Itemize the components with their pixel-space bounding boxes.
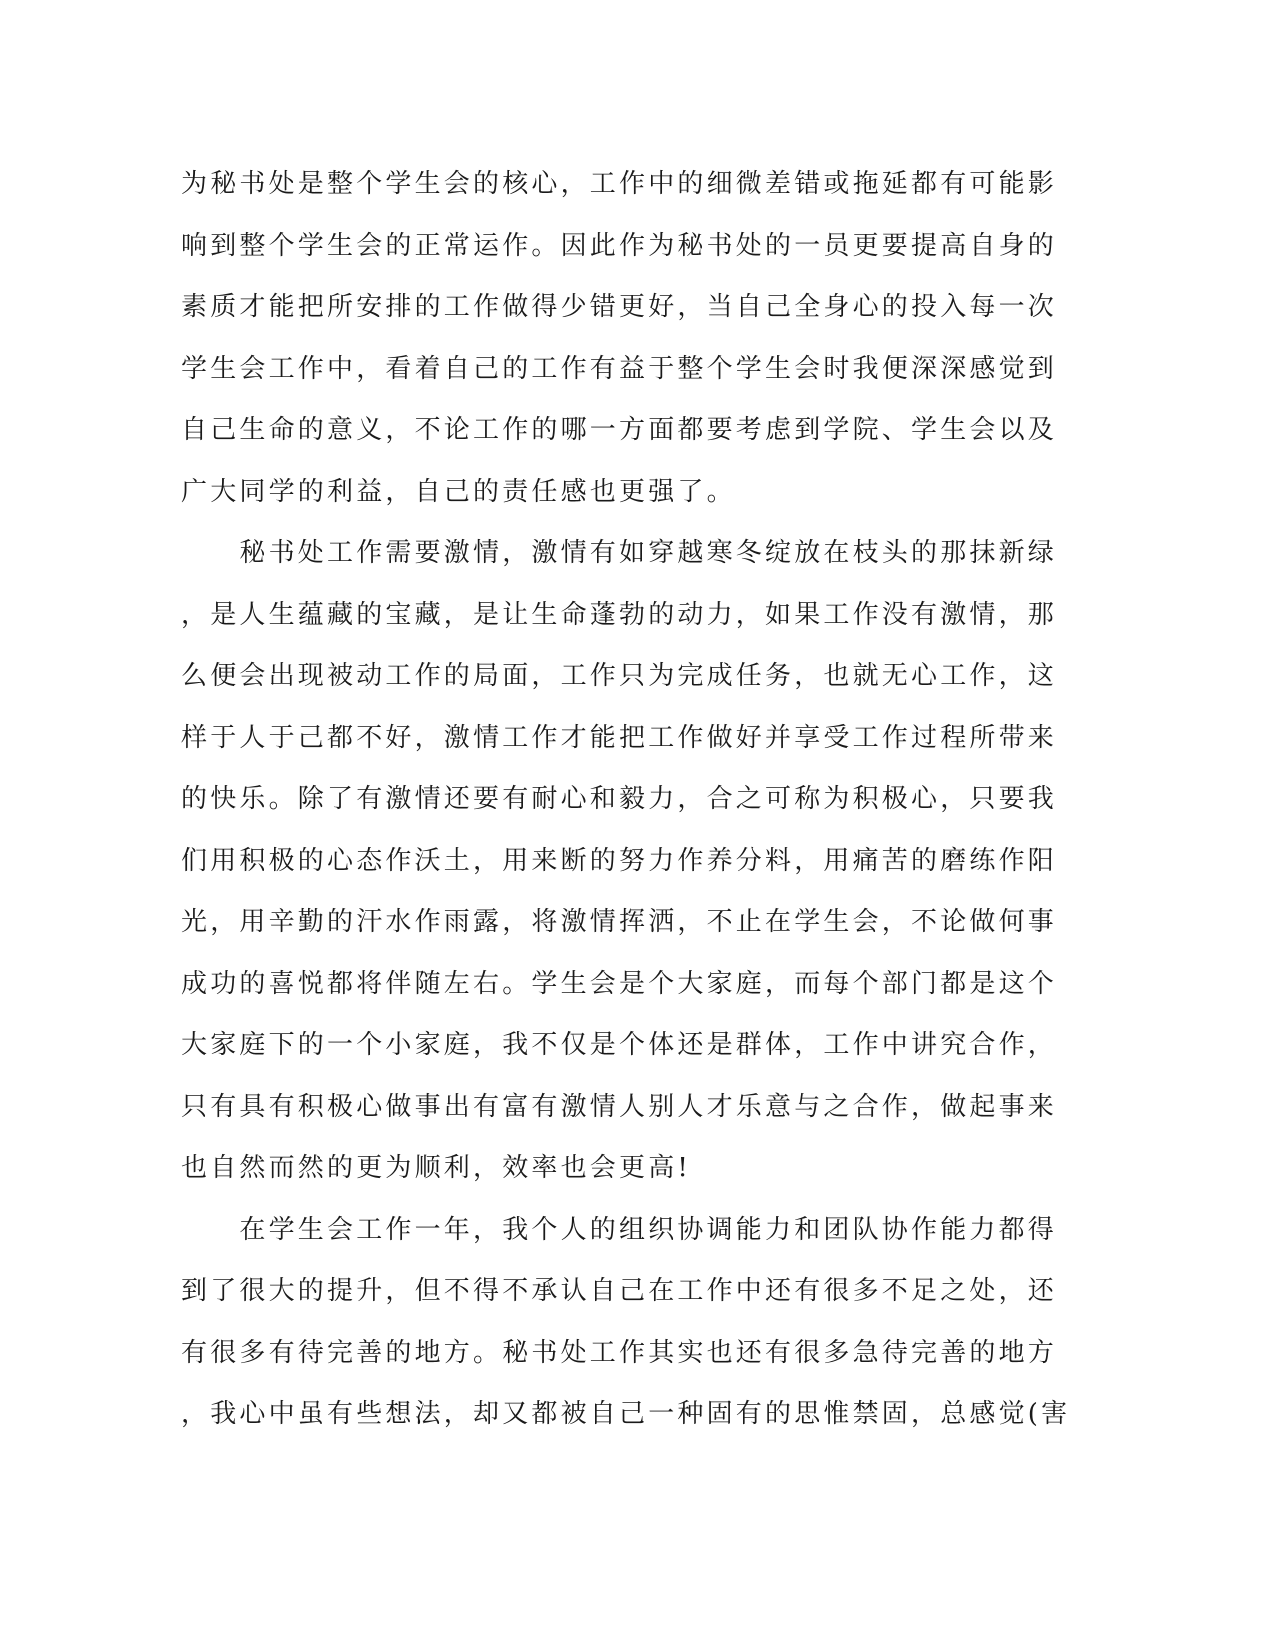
text-line: 在学生会工作一年，我个人的组织协调能力和团队协作能力都得 — [181, 1214, 1058, 1245]
text-line: 们用积极的心态作沃土，用来断的努力作养分料，用痛苦的磨练作阳 — [181, 845, 1058, 876]
text-line: 到了很大的提升，但不得不承认自己在工作中还有很多不足之处，还 — [181, 1276, 1058, 1306]
text-line: 大家庭下的一个小家庭，我不仅是个体还是群体，工作中讲究合作， — [181, 1030, 1058, 1060]
text-line: 有很多有待完善的地方。秘书处工作其实也还有很多急待完善的地方 — [181, 1337, 1058, 1368]
text-line: 学生会工作中，看着自己的工作有益于整个学生会时我便深深感觉到 — [181, 353, 1058, 384]
text-line: ，我心中虽有些想法，却又都被自己一种固有的思惟禁固，总感觉(害 — [181, 1399, 1071, 1429]
text-line: 秘书处工作需要激情，激情有如穿越寒冬绽放在枝头的那抹新绿 — [181, 538, 1058, 568]
text-line: 自己生命的意义，不论工作的哪一方面都要考虑到学院、学生会以及 — [181, 415, 1058, 445]
text-line: 成功的喜悦都将伴随左右。学生会是个大家庭，而每个部门都是这个 — [181, 968, 1058, 999]
text-line: 光，用辛勤的汗水作雨露，将激情挥洒，不止在学生会，不论做何事 — [181, 907, 1058, 937]
text-line: 为秘书处是整个学生会的核心，工作中的细微差错或拖延都有可能影 — [181, 169, 1058, 199]
text-line: 样于人于己都不好，激情工作才能把工作做好并享受工作过程所带来 — [181, 722, 1058, 753]
text-line: 的快乐。除了有激情还要有耐心和毅力，合之可称为积极心，只要我 — [181, 784, 1058, 814]
text-line: 也自然而然的更为顺利，效率也会更高! — [181, 1153, 692, 1183]
text-line: 素质才能把所安排的工作做得少错更好，当自己全身心的投入每一次 — [181, 292, 1058, 322]
body-text — [181, 154, 1071, 1446]
text-line: ，是人生蕴藏的宝藏，是让生命蓬勃的动力，如果工作没有激情，那 — [181, 599, 1058, 630]
text-line: 响到整个学生会的正常运作。因此作为秘书处的一员更要提高自身的 — [181, 230, 1058, 261]
text-line: 么便会出现被动工作的局面，工作只为完成任务，也就无心工作，这 — [181, 661, 1058, 691]
text-line: 只有具有积极心做事出有富有激情人别人才乐意与之合作，做起事来 — [181, 1091, 1058, 1122]
text-line: 广大同学的利益，自己的责任感也更强了。 — [181, 476, 736, 507]
